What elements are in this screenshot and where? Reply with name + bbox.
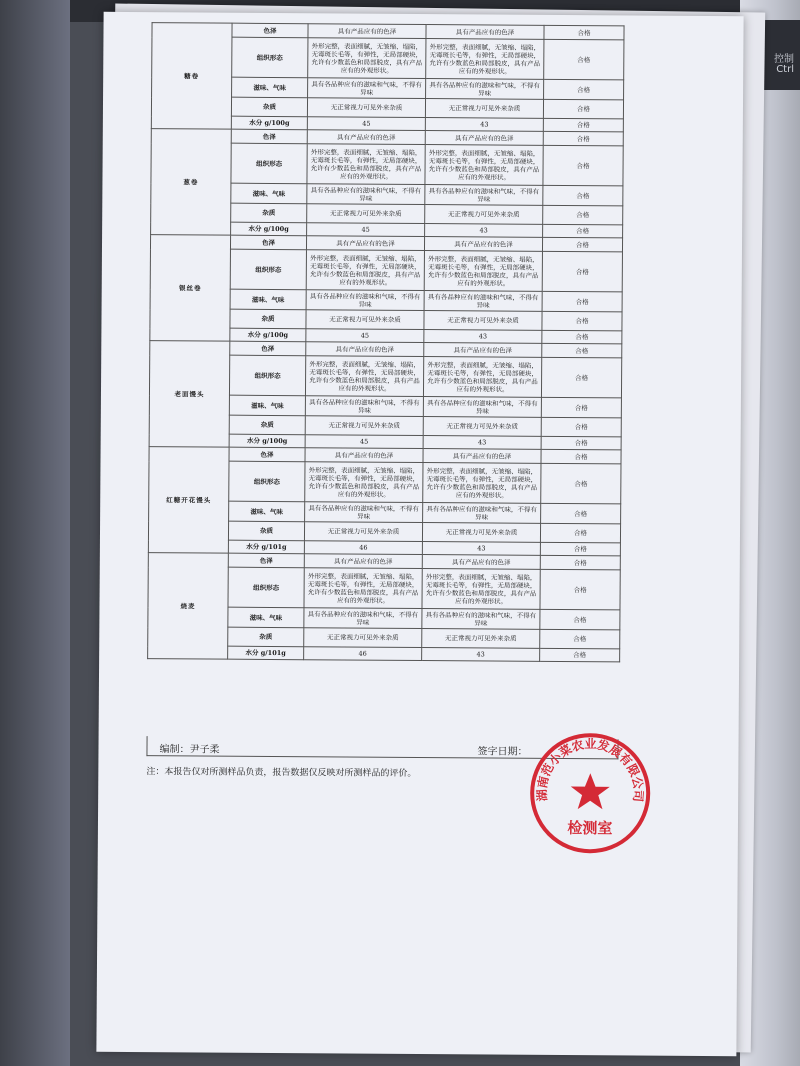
- test-item-cell: 组织形态: [231, 143, 307, 184]
- standard-cell: 45: [307, 223, 425, 237]
- test-item-cell: 色泽: [230, 341, 306, 356]
- result-cell: 具有产品应有的色泽: [424, 343, 542, 358]
- standard-cell: 具有各品种应有的滋味和气味，不得有异味: [305, 502, 423, 523]
- desk-left-area: [0, 0, 70, 1066]
- verdict-cell: 合格: [541, 417, 621, 437]
- sign-date-label: 签字日期：: [477, 746, 528, 758]
- result-cell: 具有各品种应有的滋味和气味，不得有异味: [423, 503, 541, 524]
- verdict-cell: 合格: [540, 609, 620, 630]
- verdict-cell: 合格: [540, 648, 620, 662]
- result-cell: 43: [422, 648, 540, 662]
- report-note: 注：本报告仅对所测样品负责，报告数据仅反映对所测样品的评价。: [146, 767, 417, 779]
- test-item-cell: 滋味、气味: [228, 607, 304, 628]
- test-item-cell: 组织形态: [232, 37, 308, 78]
- result-cell: 具有各品种应有的滋味和气味，不得有异味: [426, 79, 544, 100]
- test-item-cell: 水分 g/101g: [228, 540, 304, 554]
- standard-cell: 具有各品种应有的滋味和气味，不得有异味: [308, 78, 426, 99]
- inspection-table-body: [148, 23, 624, 662]
- standard-cell: 具有各品种应有的滋味和气味，不得有异味: [306, 290, 424, 311]
- result-cell: 具有产品应有的色泽: [426, 25, 544, 40]
- result-cell: 具有产品应有的色泽: [423, 449, 541, 464]
- standard-cell: 具有产品应有的色泽: [308, 24, 426, 39]
- verdict-cell: 合格: [544, 79, 624, 100]
- verdict-cell: 合格: [542, 237, 622, 252]
- verdict-cell: 合格: [542, 311, 622, 331]
- seal-org-text: 湖南范小菜农业发展有限公司: [534, 737, 646, 803]
- verdict-cell: 合格: [540, 629, 620, 649]
- verdict-cell: 合格: [540, 523, 620, 543]
- verdict-cell: 合格: [540, 569, 620, 610]
- company-seal-stamp: [526, 729, 655, 858]
- standard-cell: 45: [305, 435, 423, 449]
- key-label-ctrl-cn: 控制: [774, 54, 794, 65]
- result-cell: 外形完整，表面细腻，无皱缩、塌陷，无霉斑长毛等，有弹性，无局部硬块，允许有少数蓝色和局部脱皮，具有产品应有的外观形状。: [426, 39, 544, 80]
- test-item-cell: 色泽: [230, 235, 306, 250]
- verdict-cell: 合格: [544, 39, 624, 80]
- result-cell: 43: [422, 542, 540, 556]
- standard-cell: 45: [306, 329, 424, 343]
- verdict-cell: 合格: [541, 357, 621, 398]
- result-cell: 具有产品应有的色泽: [422, 555, 540, 570]
- result-cell: 43: [424, 330, 542, 344]
- test-item-cell: 组织形态: [228, 567, 304, 608]
- verdict-cell: 合格: [540, 555, 620, 570]
- test-item-cell: 色泽: [231, 129, 307, 144]
- verdict-cell: 合格: [543, 131, 623, 146]
- standard-cell: 具有各品种应有的滋味和气味，不得有异味: [307, 184, 425, 205]
- result-cell: 43: [423, 436, 541, 450]
- standard-cell: 无正常视力可见外来杂质: [307, 98, 425, 118]
- verdict-cell: 合格: [542, 330, 622, 344]
- result-cell: 外形完整，表面细腻，无皱缩、塌陷，无霉斑长毛等，有弹性，无局部硬块，允许有少数蓝色和局部脱皮，具有产品应有的外观形状。: [424, 251, 542, 292]
- standard-cell: 无正常视力可见外来杂质: [304, 628, 422, 648]
- verdict-cell: 合格: [542, 343, 622, 358]
- result-cell: 43: [425, 118, 543, 132]
- test-item-cell: 水分 g/100g: [229, 434, 305, 448]
- key-label-ctrl: Ctrl: [776, 64, 794, 75]
- result-cell: 无正常视力可见外来杂质: [422, 523, 540, 543]
- standard-cell: 无正常视力可见外来杂质: [305, 416, 423, 436]
- test-item-cell: 水分 g/101g: [228, 646, 304, 660]
- test-item-cell: 杂质: [228, 627, 304, 647]
- result-cell: 外形完整，表面细腻，无皱缩、塌陷，无霉斑长毛等，有弹性，无局部硬块，允许有少数蓝色和局部脱皮，具有产品应有的外观形状。: [425, 145, 543, 186]
- verdict-cell: 合格: [541, 503, 621, 524]
- test-item-cell: 杂质: [229, 415, 305, 435]
- product-name-cell: 老面馒头: [149, 341, 230, 448]
- verdict-cell: 合格: [541, 397, 621, 418]
- product-name-cell: 葱卷: [151, 129, 232, 236]
- result-cell: 具有各品种应有的滋味和气味，不得有异味: [422, 609, 540, 630]
- result-cell: 无正常视力可见外来杂质: [423, 417, 541, 437]
- product-name-cell: 烧麦: [148, 553, 229, 660]
- test-item-cell: 滋味、气味: [229, 395, 305, 416]
- standard-cell: 外形完整，表面细腻，无皱缩、塌陷，无霉斑长毛等，有弹性，无局部硬块，允许有少数蓝色和局部脱皮，具有产品应有的外观形状。: [305, 462, 423, 503]
- result-cell: 外形完整，表面细腻，无皱缩、塌陷，无霉斑长毛等，有弹性，无局部硬块，允许有少数蓝色和局部脱皮，具有产品应有的外观形状。: [423, 463, 541, 504]
- seal-dept-text: 检测室: [567, 819, 613, 838]
- standard-cell: 具有各品种应有的滋味和气味，不得有异味: [304, 608, 422, 629]
- test-item-cell: 滋味、气味: [232, 77, 308, 98]
- result-cell: 具有各品种应有的滋味和气味，不得有异味: [424, 291, 542, 312]
- result-cell: 具有各品种应有的滋味和气味，不得有异味: [425, 185, 543, 206]
- test-item-cell: 杂质: [228, 521, 304, 541]
- test-item-cell: 滋味、气味: [230, 289, 306, 310]
- standard-cell: 46: [304, 541, 422, 555]
- standard-cell: 具有产品应有的色泽: [307, 130, 425, 145]
- product-name-cell: 红糖开花馒头: [148, 447, 229, 554]
- verdict-cell: 合格: [541, 463, 621, 504]
- standard-cell: 无正常视力可见外来杂质: [307, 204, 425, 224]
- result-cell: 具有产品应有的色泽: [425, 131, 543, 146]
- result-cell: 无正常视力可见外来杂质: [422, 629, 540, 649]
- report-page: [96, 12, 743, 1056]
- standard-cell: 外形完整，表面细腻，无皱缩、塌陷，无霉斑长毛等，有弹性，无局部硬块，允许有少数蓝色和局部脱皮，具有产品应有的外观形状。: [304, 568, 422, 609]
- test-item-cell: 组织形态: [229, 355, 305, 396]
- standard-cell: 外形完整，表面细腻，无皱缩、塌陷，无霉斑长毛等，有弹性，无局部硬块，允许有少数蓝色和局部脱皮，具有产品应有的外观形状。: [308, 38, 426, 79]
- verdict-cell: 合格: [541, 449, 621, 464]
- product-name-cell: 糖卷: [151, 23, 232, 130]
- standard-cell: 具有各品种应有的滋味和气味，不得有异味: [305, 396, 423, 417]
- verdict-cell: 合格: [542, 291, 622, 312]
- result-cell: 43: [425, 224, 543, 238]
- standard-cell: 具有产品应有的色泽: [306, 236, 424, 251]
- verdict-cell: 合格: [543, 118, 623, 132]
- test-item-cell: 滋味、气味: [229, 501, 305, 522]
- test-item-cell: 杂质: [231, 203, 307, 223]
- result-cell: 具有各品种应有的滋味和气味，不得有异味: [423, 397, 541, 418]
- standard-cell: 46: [304, 647, 422, 661]
- test-item-cell: 水分 g/100g: [231, 116, 307, 130]
- verdict-cell: 合格: [541, 436, 621, 450]
- verdict-cell: 合格: [542, 251, 622, 292]
- standard-cell: 外形完整，表面细腻，无皱缩、塌陷，无霉斑长毛等，有弹性，无局部硬块，允许有少数蓝色和局部脱皮，具有产品应有的外观形状。: [307, 144, 425, 185]
- test-item-cell: 水分 g/100g: [231, 222, 307, 236]
- result-cell: 外形完整，表面细腻，无皱缩、塌陷，无霉斑长毛等，有弹性，无局部硬块，允许有少数蓝色和局部脱皮，具有产品应有的外观形状。: [422, 569, 540, 610]
- result-cell: 无正常视力可见外来杂质: [425, 205, 543, 225]
- result-cell: 无正常视力可见外来杂质: [424, 311, 542, 331]
- standard-cell: 具有产品应有的色泽: [306, 342, 424, 357]
- test-item-cell: 滋味、气味: [231, 183, 307, 204]
- verdict-cell: 合格: [540, 542, 620, 556]
- inspection-table: [147, 22, 624, 662]
- compiler-label: 编制：尹子柔: [159, 744, 220, 756]
- test-item-cell: 组织形态: [230, 249, 306, 290]
- result-cell: 具有产品应有的色泽: [424, 237, 542, 252]
- test-item-cell: 色泽: [232, 23, 308, 38]
- verdict-cell: 合格: [543, 224, 623, 238]
- test-item-cell: 水分 g/100g: [230, 328, 306, 342]
- standard-cell: 无正常视力可见外来杂质: [304, 522, 422, 542]
- result-cell: 无正常视力可见外来杂质: [425, 99, 543, 119]
- test-item-cell: 色泽: [229, 447, 305, 462]
- verdict-cell: 合格: [543, 205, 623, 225]
- verdict-cell: 合格: [543, 145, 623, 186]
- verdict-cell: 合格: [544, 25, 624, 40]
- test-item-cell: 杂质: [230, 309, 306, 329]
- verdict-cell: 合格: [543, 185, 623, 206]
- seal-star-icon: [571, 773, 610, 809]
- product-name-cell: 银丝卷: [150, 235, 231, 342]
- standard-cell: 具有产品应有的色泽: [305, 448, 423, 463]
- result-cell: 外形完整，表面细腻，无皱缩、塌陷，无霉斑长毛等，有弹性，无局部硬块，允许有少数蓝色和局部脱皮，具有产品应有的外观形状。: [423, 357, 541, 398]
- test-item-cell: 组织形态: [229, 461, 305, 502]
- standard-cell: 无正常视力可见外来杂质: [306, 310, 424, 330]
- standard-cell: 45: [307, 117, 425, 131]
- test-item-cell: 色泽: [228, 553, 304, 568]
- verdict-cell: 合格: [543, 99, 623, 119]
- test-item-cell: 杂质: [231, 97, 307, 117]
- standard-cell: 具有产品应有的色泽: [304, 554, 422, 569]
- standard-cell: 外形完整，表面细腻，无皱缩、塌陷，无霉斑长毛等，有弹性，无局部硬块，允许有少数蓝色和局部脱皮，具有产品应有的外观形状。: [305, 356, 423, 397]
- standard-cell: 外形完整，表面细腻，无皱缩、塌陷，无霉斑长毛等，有弹性，无局部硬块，允许有少数蓝色和局部脱皮，具有产品应有的外观形状。: [306, 250, 424, 291]
